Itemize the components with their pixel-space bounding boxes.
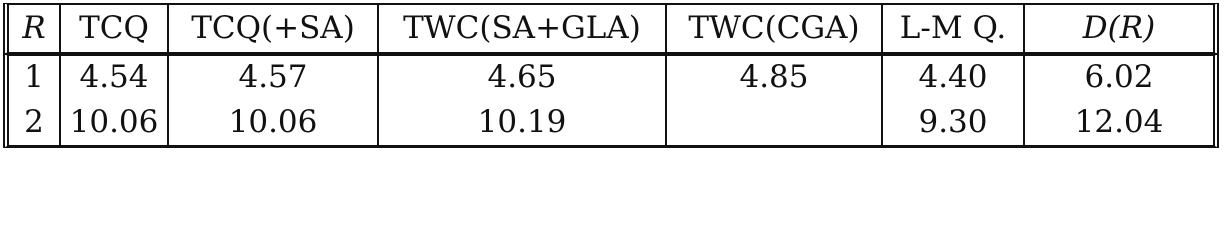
table-row [3,99,1219,148]
table-cell: 4.85 [667,54,883,99]
header-label: D(R) [1082,10,1156,46]
header-cell-d-r [1025,3,1219,54]
table-cell: 10.19 [379,99,667,148]
header-label: L-M Q. [899,10,1007,46]
table-cell: 1 [3,54,61,99]
table-row [3,54,1219,99]
table-cell: 9.30 [883,99,1025,148]
table-header-row [3,3,1219,54]
header-cell-tcq [61,3,169,54]
header-cell-r [3,3,61,54]
table-cell: 6.02 [1025,54,1219,99]
table-cell: 4.54 [61,54,169,99]
table-cell: 4.57 [169,54,379,99]
header-label: TWC(SA+GLA) [403,10,641,46]
results-table-container [3,3,1219,143]
table-cell: 2 [3,99,61,148]
results-table [3,3,1219,148]
header-label: TCQ(+SA) [191,10,355,46]
table-cell: 4.65 [379,54,667,99]
header-cell-twc-cga [667,3,883,54]
header-cell-lm-q [883,3,1025,54]
table-cell [667,99,883,148]
header-label: TCQ [79,10,149,46]
header-label: R [22,10,46,46]
header-cell-twc-sa-gla [379,3,667,54]
table-cell: 12.04 [1025,99,1219,148]
table-cell: 10.06 [61,99,169,148]
header-label: TWC(CGA) [688,10,860,46]
table-cell: 4.40 [883,54,1025,99]
table-cell: 10.06 [169,99,379,148]
header-cell-tcq-sa [169,3,379,54]
